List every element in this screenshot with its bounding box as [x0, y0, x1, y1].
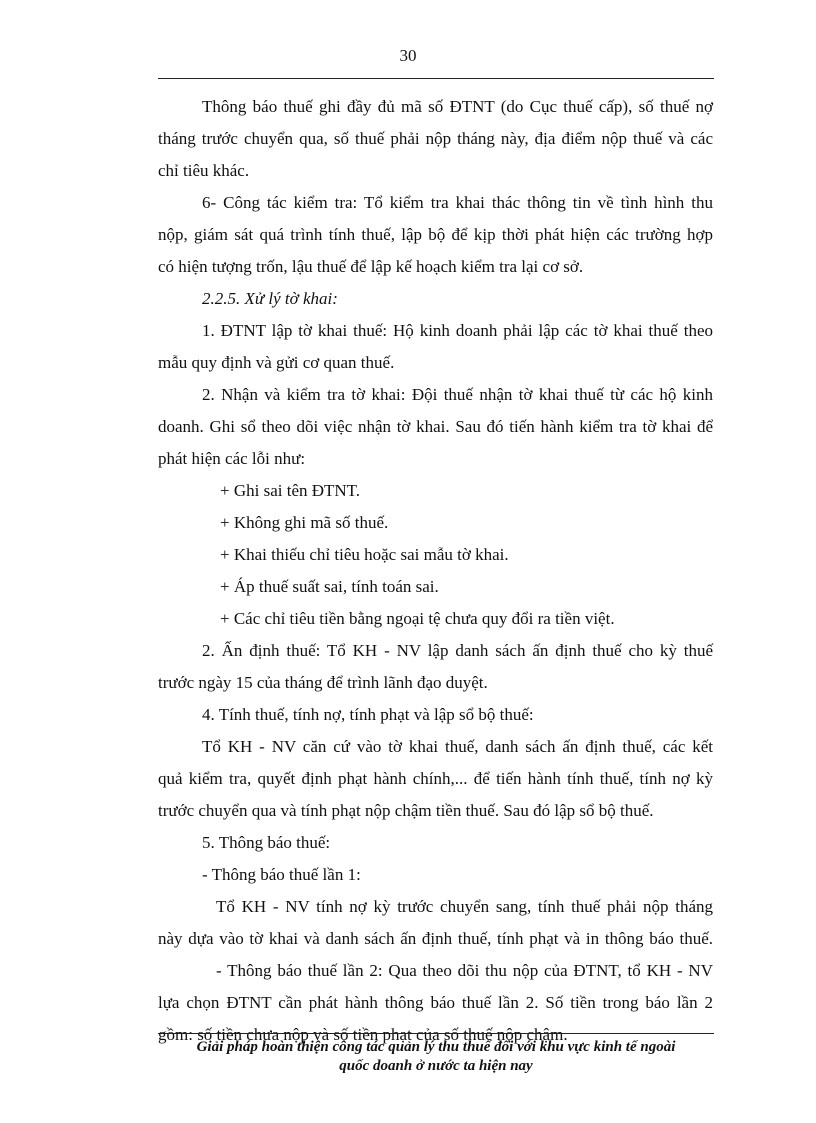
- list-item: + Không ghi mã số thuế.: [220, 513, 389, 532]
- paragraph-line: 2. Nhận và kiểm tra tờ khai: Đội thuế nhận tờ khai thuế từ các hộ kinh: [202, 385, 713, 404]
- list-item: + Khai thiếu chỉ tiêu hoặc sai mẫu tờ khai.: [220, 545, 509, 564]
- body-text: [158, 91, 713, 1051]
- footer-line-2: quốc doanh ở nước ta hiện nay: [339, 1058, 533, 1074]
- paragraph-line: 5. Thông báo thuế:: [202, 833, 331, 852]
- paragraph-line: trước ngày 15 của tháng để trình lãnh đạo duyệt.: [158, 673, 488, 692]
- paragraph-line: có hiện tượng trốn, lậu thuế để lập kế hoạch kiểm tra lại cơ sở.: [158, 257, 584, 276]
- paragraph-line: 1. ĐTNT lập tờ khai thuế: Hộ kinh doanh phải lập các tờ khai thuế theo: [202, 321, 713, 340]
- paragraph-line: Thông báo thuế ghi đầy đủ mã số ĐTNT (do Cục thuế cấp), số thuế nợ: [202, 97, 713, 116]
- paragraph-line: gồm: số tiền chưa nộp và số tiền phạt của số thuế nộp chậm.: [158, 1025, 568, 1044]
- paragraph-line: quả kiểm tra, quyết định phạt hành chính,... để tiến hành tính thuế, tính nợ kỳ: [158, 769, 713, 788]
- paragraph-line: doanh. Ghi sổ theo dõi việc nhận tờ khai. Sau đó tiến hành kiểm tra tờ khai để: [158, 417, 713, 436]
- paragraph-line: nộp, giám sát quá trình tính thuế, lập bộ để kịp thời phát hiện các trường hợp: [158, 225, 713, 244]
- paragraph-line: mẫu quy định và gửi cơ quan thuế.: [158, 353, 395, 372]
- paragraph-line: trước chuyển qua và tính phạt nộp chậm tiền thuế. Sau đó lập sổ bộ thuế.: [158, 801, 654, 820]
- list-item: + Các chỉ tiêu tiền bằng ngoại tệ chưa quy đổi ra tiền việt.: [220, 609, 615, 628]
- paragraph-line: phát hiện các lỗi như:: [158, 449, 306, 468]
- running-footer: [158, 1038, 714, 1076]
- section-heading: 2.2.5. Xử lý tờ khai:: [202, 289, 338, 308]
- paragraph-line: - Thông báo thuế lần 1:: [202, 865, 361, 884]
- paragraph-line: - Thông báo thuế lần 2: Qua theo dõi thu nộp của ĐTNT, tổ KH - NV: [216, 961, 713, 980]
- paragraph-line: 6- Công tác kiểm tra: Tổ kiểm tra khai thác thông tin về tình hình thu: [202, 193, 713, 212]
- list-item: + Ghi sai tên ĐTNT.: [220, 481, 361, 500]
- paragraph-line: lựa chọn ĐTNT cần phát hành thông báo thuế lần 2. Số tiền trong báo lần 2: [158, 993, 713, 1012]
- paragraph-line: 4. Tính thuế, tính nợ, tính phạt và lập sổ bộ thuế:: [202, 705, 534, 724]
- paragraph-line: chỉ tiêu khác.: [158, 161, 250, 180]
- header-rule: [158, 78, 714, 79]
- footer-line-1: Giải pháp hoàn thiện công tác quản lý thu thuế đối với khu vực kinh tế ngoài: [196, 1039, 676, 1055]
- footer-rule: [158, 1033, 714, 1034]
- paragraph-line: Tổ KH - NV căn cứ vào tờ khai thuế, danh sách ấn định thuế, các kết: [202, 737, 713, 756]
- paragraph-line: này dựa vào tờ khai và danh sách ấn định thuế, tính phạt và in thông báo thuế.: [158, 929, 713, 948]
- paragraph-line: tháng trước chuyển qua, số thuế phải nộp tháng này, địa điểm nộp thuế và các: [158, 129, 713, 148]
- paragraph-line: 2. Ấn định thuế: Tổ KH - NV lập danh sách ấn định thuế cho kỳ thuế: [202, 641, 713, 660]
- page-number: 30: [399, 46, 417, 65]
- list-item: + Áp thuế suất sai, tính toán sai.: [220, 577, 439, 596]
- paragraph-line: Tổ KH - NV tính nợ kỳ trước chuyển sang, tính thuế phải nộp tháng: [216, 897, 713, 916]
